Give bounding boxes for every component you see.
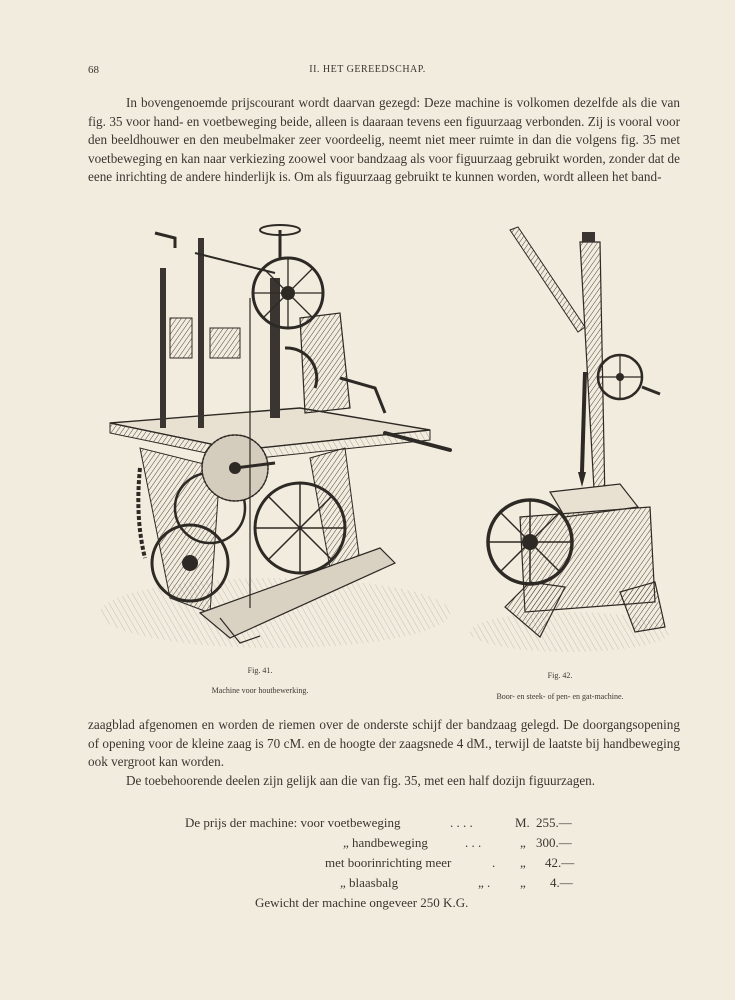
price-label: De prijs der machine: voor voetbeweging	[185, 815, 401, 830]
fig42-caption: Boor- en steek- of pen- en gat-machine.	[496, 692, 624, 701]
running-head: II. HET GEREEDSCHAP.	[309, 64, 426, 75]
fig42-label: Fig. 42.	[547, 671, 573, 680]
fig41-caption: Machine voor houtbewerking.	[211, 686, 309, 695]
price-amount: 255.—	[536, 815, 572, 830]
price-dots: . . . .	[450, 815, 473, 830]
price-amount: 42.—	[545, 855, 575, 870]
page-number: 68	[88, 64, 99, 76]
price-dots: .	[492, 855, 496, 870]
price-dots: . . .	[465, 835, 482, 850]
fig41-illustration	[100, 218, 460, 658]
paragraph-continuation: zaagblad afgenomen en worden de riemen over de onderste schijf der bandzaag gelegd. De doorgangsopening of opening voor de kleine zaag is 70 cM. en de hoogte der zaagsnede 4 dM., terwijl de laatste bij handbeweging ook vergroot kan worden.	[88, 717, 680, 770]
price-amount: 4.—	[550, 875, 573, 890]
price-currency: „	[520, 875, 526, 890]
paragraph-intro: In bovengenoemde prijscourant wordt daarvan gezegd: Deze machine is volkomen dezelfde als die van fig. 35 voor hand- en voetbeweging beide, alleen is daaraan tevens een figuurzaag verbonden. Zij is vooral voor den beeldhouwer en den meubelmaker zeer voordeelig, neemt niet meer ruimte in dan die volgens fig. 35 met voetbeweging en kan naar verkiezing zoowel voor bandzaag als voor figuurzaag gebruikt worden, zonder dat de eene inrichting de andere hinderlijk is. Om als figuurzaag gebruikt te kunnen worden, wordt alleen het band-	[88, 95, 680, 185]
price-label: „ handbeweging	[343, 835, 428, 850]
machine-weight: Gewicht der machine ongeveer 250 K.G.	[255, 895, 469, 910]
price-currency: „	[520, 835, 526, 850]
price-dots: „ .	[478, 875, 491, 890]
price-currency: „	[520, 855, 526, 870]
fig42-illustration	[470, 222, 675, 662]
paragraph-accessories: De toebehoorende deelen zijn gelijk aan die van fig. 35, met een half dozijn figuurzagen.	[126, 773, 596, 788]
price-amount: 300.—	[536, 835, 572, 850]
price-label: met boorinrichting meer	[325, 855, 452, 870]
price-label: „ blaasbalg	[340, 875, 399, 890]
fig41-label: Fig. 41.	[247, 666, 273, 675]
price-currency: M.	[515, 815, 530, 830]
